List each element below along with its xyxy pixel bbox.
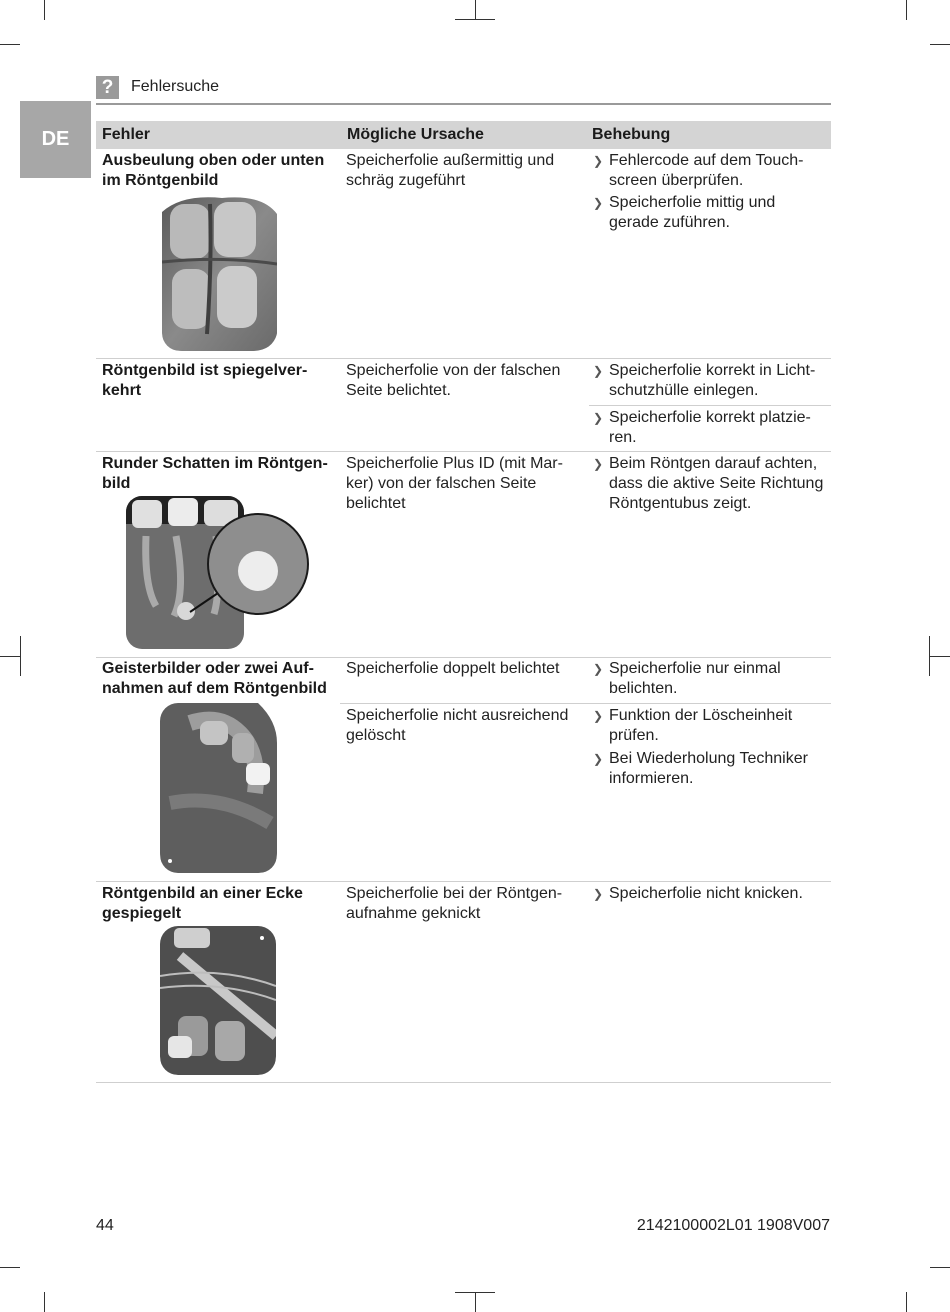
remedy-divider: [589, 405, 831, 406]
crop-mark: [44, 1292, 45, 1312]
chevron-right-icon: ❯: [593, 662, 604, 676]
row-divider: [96, 1082, 831, 1083]
crop-mark: [0, 656, 20, 657]
remedy-line: ren.: [609, 429, 637, 446]
chevron-right-icon: ❯: [593, 709, 604, 723]
cause-line: ker) von der falschen Seite: [346, 475, 537, 492]
remedy-line: schutzhülle einlegen.: [609, 382, 759, 399]
cause-divider: [340, 703, 831, 704]
remedy-line: Funktion der Löscheinheit: [609, 707, 793, 724]
chevron-right-icon: ❯: [593, 457, 604, 471]
row-divider: [96, 358, 831, 359]
remedy-line: Bei Wiederholung Techniker: [609, 750, 808, 767]
fault-text: [102, 454, 337, 494]
remedy-item: [593, 361, 829, 401]
cause-text: [346, 454, 586, 514]
cause-text: [346, 659, 586, 679]
crop-mark: [930, 44, 950, 45]
fault-text: [102, 884, 337, 924]
crop-mark: [906, 1292, 907, 1312]
fault-line: Ausbeulung oben oder unten: [102, 152, 325, 169]
remedy-item: [593, 454, 829, 514]
remedy-line: Fehlercode auf dem Touch-: [609, 152, 804, 169]
fault-line: gespiegelt: [102, 905, 182, 922]
fault-text: [102, 361, 337, 401]
crop-mark: [930, 1267, 950, 1268]
remedy-line: Beim Röntgen darauf achten,: [609, 455, 818, 472]
question-mark-icon: ?: [96, 76, 119, 99]
language-tab: [20, 101, 91, 178]
column-header-fault: Fehler: [102, 126, 151, 143]
fault-line: Röntgenbild ist spiegelver-: [102, 362, 308, 379]
section-title: Fehlersuche: [131, 78, 220, 95]
crop-mark: [475, 0, 476, 20]
remedy-item: [593, 151, 829, 191]
page-header: [96, 76, 831, 105]
remedy-line: Röntgentubus zeigt.: [609, 495, 752, 512]
page-number: 44: [96, 1217, 114, 1234]
column-header-remedy: Behebung: [592, 126, 671, 143]
row-divider: [96, 451, 831, 452]
chevron-right-icon: ❯: [593, 752, 604, 766]
crop-mark: [44, 0, 45, 20]
remedy-line: informieren.: [609, 770, 694, 787]
row-divider: [96, 657, 831, 658]
remedy-item: [593, 884, 829, 904]
remedy-line: prüfen.: [609, 727, 659, 744]
remedy-item: [593, 749, 829, 789]
crop-mark: [20, 636, 21, 676]
cause-text: [346, 151, 586, 191]
cause-line: Speicherfolie bei der Röntgen-: [346, 885, 563, 902]
column-header-cause: Mögliche Ursache: [347, 126, 484, 143]
remedy-item: [593, 408, 829, 448]
cause-text: [346, 706, 586, 746]
cause-text: [346, 361, 586, 401]
remedy-item: [593, 193, 829, 233]
xray-image-ghost: [160, 703, 277, 873]
crop-mark: [0, 44, 20, 45]
cause-line: Speicherfolie doppelt belichtet: [346, 660, 560, 677]
fault-line: Geisterbilder oder zwei Auf-: [102, 660, 314, 677]
chevron-right-icon: ❯: [593, 411, 604, 425]
chevron-right-icon: ❯: [593, 154, 604, 168]
remedy-line: dass die aktive Seite Richtung: [609, 475, 824, 492]
fault-line: Runder Schatten im Röntgen-: [102, 455, 328, 472]
crop-mark: [455, 1292, 495, 1293]
cause-line: gelöscht: [346, 727, 406, 744]
remedy-line: Speicherfolie korrekt in Licht-: [609, 362, 816, 379]
remedy-line: Speicherfolie mittig und: [609, 194, 776, 211]
fault-text: [102, 659, 337, 699]
remedy-line: Speicherfolie nur einmal: [609, 660, 781, 677]
cause-line: belichtet: [346, 495, 406, 512]
fault-line: bild: [102, 475, 131, 492]
remedy-line: belichten.: [609, 680, 678, 697]
fault-line: nahmen auf dem Röntgenbild: [102, 680, 327, 697]
crop-mark: [0, 1267, 20, 1268]
cause-line: Speicherfolie außermittig und: [346, 152, 555, 169]
fault-line: im Röntgenbild: [102, 172, 219, 189]
cause-line: aufnahme geknickt: [346, 905, 481, 922]
remedy-line: Speicherfolie nicht knicken.: [609, 885, 803, 902]
row-divider: [96, 881, 831, 882]
chevron-right-icon: ❯: [593, 196, 604, 210]
crop-mark: [906, 0, 907, 20]
chevron-right-icon: ❯: [593, 364, 604, 378]
table-header: [96, 121, 831, 149]
crop-mark: [455, 19, 495, 20]
cause-line: Speicherfolie von der falschen: [346, 362, 561, 379]
cause-text: [346, 884, 586, 924]
remedy-item: [593, 706, 829, 746]
fault-line: kehrt: [102, 382, 142, 399]
remedy-line: screen überprüfen.: [609, 172, 744, 189]
fault-line: Röntgenbild an einer Ecke: [102, 885, 303, 902]
crop-mark: [930, 656, 950, 657]
cause-line: schräg zugeführt: [346, 172, 466, 189]
document-id: 2142100002L01 1908V007: [636, 1217, 830, 1234]
language-label: DE: [41, 128, 70, 150]
xray-image-bulge: [162, 194, 277, 351]
cause-line: Speicherfolie Plus ID (mit Mar-: [346, 455, 563, 472]
cause-line: Speicherfolie nicht ausreichend: [346, 707, 569, 724]
cause-line: Seite belichtet.: [346, 382, 451, 399]
remedy-item: [593, 659, 829, 699]
chevron-right-icon: ❯: [593, 887, 604, 901]
xray-image-round-shadow: [126, 496, 311, 650]
crop-mark: [475, 1292, 476, 1312]
remedy-line: gerade zuführen.: [609, 214, 730, 231]
xray-image-corner-mirrored: [160, 926, 276, 1075]
fault-text: [102, 151, 337, 191]
remedy-line: Speicherfolie korrekt platzie-: [609, 409, 811, 426]
